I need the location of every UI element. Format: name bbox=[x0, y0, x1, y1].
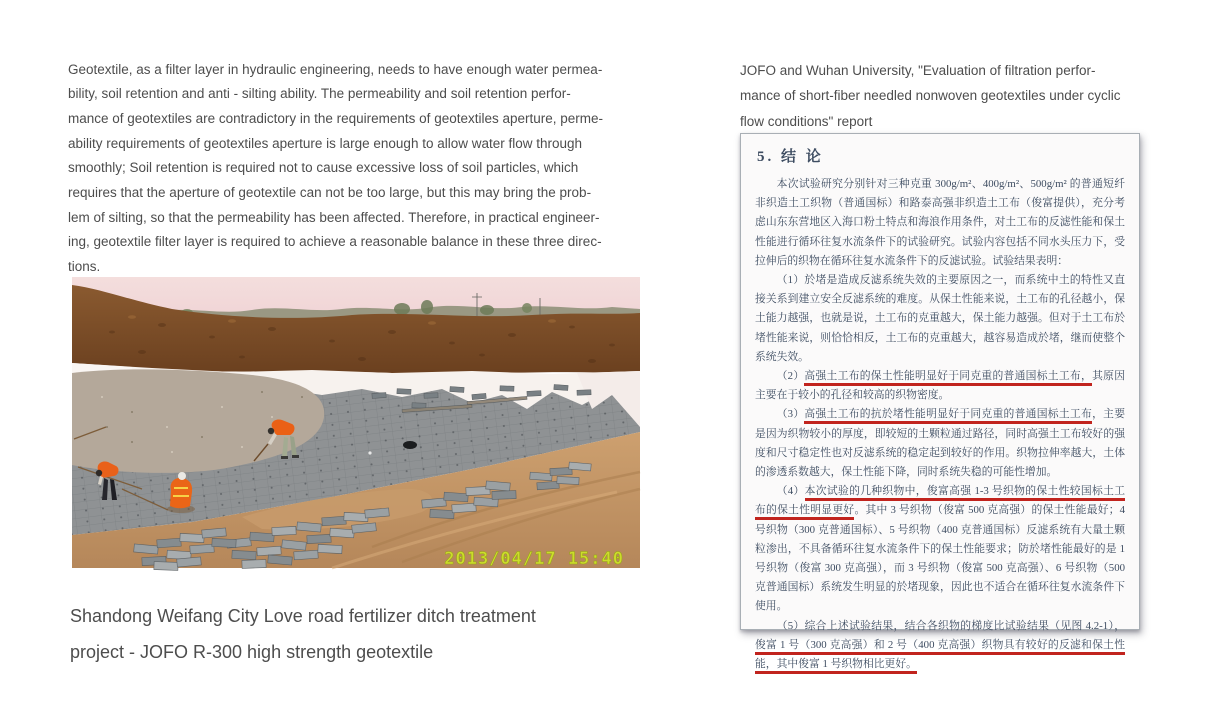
doc-text-segment: 。其中 3 号织物（俊富 500 克高强）的保土性能最好；4 号织物（300 克普通国标）、5 号织物（400 克普通国标）反滤系统有大量土颗粒渗出，不具备循环往复水流条件下的保土性能要求；防於堵性能最好的是 1 号织物（俊富 300 克高强），而 3 号织物（俊富 500 克高强）、6 号织物（500 克普通国标）系统发生明显的於堵现象，因此也不适合在循环往复水流条件下使用。 bbox=[755, 504, 1125, 613]
doc-text-segment: （3） bbox=[776, 408, 805, 421]
doc-text-segment: （1）於堵是造成反滤系统失效的主要原因之一，而系统中土的特性又直接关系到建立安全反滤系统的难度。从保土性能来说，土工布的孔径越小，保土能力越强，也就是说，土工布的克重越大，保土能力越强。但对于土工布於堵性能来说，则恰恰相反，土工布的克重越大，越容易造成於堵，继而使整个系统失效。 bbox=[755, 274, 1125, 363]
doc-text-segment: （5）综合上述试验结果，结合各织物的梯度比试验结果（见图 4.2-1）， bbox=[776, 619, 1125, 632]
construction-photo bbox=[72, 277, 640, 568]
doc-underlined-segment: 俊富 1 号（300 克高强）和 2 号（400 克高强）织物具有较好的反滤和保土性能，其中俊富 1 号织物相比更好。 bbox=[755, 639, 1125, 674]
doc-paragraphs bbox=[755, 175, 1125, 674]
doc-text-segment: 其原因主要在于较小的孔径和较高的织物密度。 bbox=[755, 370, 1126, 402]
doc-text-segment: （2） bbox=[776, 370, 805, 383]
doc-underlined-segment: 高强土工布的抗於堵性能明显好于同克重的普通国标土工布 bbox=[804, 408, 1092, 424]
doc-heading: 5. 结 论 bbox=[757, 149, 824, 165]
reference-paragraph: JOFO and Wuhan University, "Evaluation of filtration perfor- mance of short-fiber needled nonwoven geotextiles under cyclic flow conditions" report bbox=[740, 62, 1121, 129]
doc-text-segment: （4） bbox=[776, 485, 805, 498]
photo-caption: Shandong Weifang City Love road fertilizer ditch treatment project - JOFO R-300 high strength geotextile bbox=[70, 606, 536, 662]
doc-underlined-segment: 本次试验的几种织物中，俊富高强 1-3 号织物的保土性较国标土工布的保土性明显更好 bbox=[755, 485, 1125, 520]
doc-paragraph bbox=[755, 271, 1125, 367]
doc-paragraph bbox=[755, 367, 1125, 405]
photo-timestamp: 2013/04/17 15:40 bbox=[444, 549, 624, 569]
doc-paragraph bbox=[755, 405, 1125, 482]
doc-paragraph bbox=[755, 482, 1125, 616]
intro-paragraph: Geotextile, as a filter layer in hydraulic engineering, needs to have enough water permea- bility, soil retention and anti - silting ability. The permeability and soil retention perfor- mance of geotextiles are contradictory in the requirements of geotextiles aperture, perme- ability requirements of geotextiles aperture is large enough to allow water flow through smoothly; Soil retention is required not to cause excessive loss of soil particles, which requires that the aperture of geotextile can not be too large, but this may bring the prob- lem of silting, so that the permeability has been affected. Therefore, in practical engineer- ing, geotextile filter layer is required to achieve a reasonable balance in these three direc- tions. bbox=[68, 61, 604, 275]
scan-document bbox=[740, 133, 1140, 671]
doc-text-segment: 本次试验研究分别针对三种克重 300g/m²、400g/m²、500g/m² 的普通短纤非织造土工织物（普通国标）和路泰高强非织造土工布（俊富提供），充分考虑山东东营地区入海口粉土特点和海浪作用条件，对土工布的反滤性能和保土性能进行循环往复水流条件下的试验研究。试验内容包括不同水头压力下，受拉伸后的织物在循环往复水流条件下的反滤试验。试验结果表明： bbox=[755, 178, 1125, 267]
doc-text-segment: ，主要是因为织物较小的厚度，即较短的土颗粒通过路径，同时高强土工布较好的强度和尺寸稳定性也对反滤系统的稳定起到较好的作用。织物拉伸率越大，土体的渗透系数越大，保土性能下降，同时系统失稳的可能性增加。 bbox=[755, 408, 1126, 479]
doc-paragraph bbox=[755, 175, 1125, 271]
doc-underlined-segment: 高强土工布的保土性能明显好于同克重的普通国标土工布， bbox=[804, 370, 1092, 386]
doc-paragraph bbox=[755, 617, 1125, 675]
